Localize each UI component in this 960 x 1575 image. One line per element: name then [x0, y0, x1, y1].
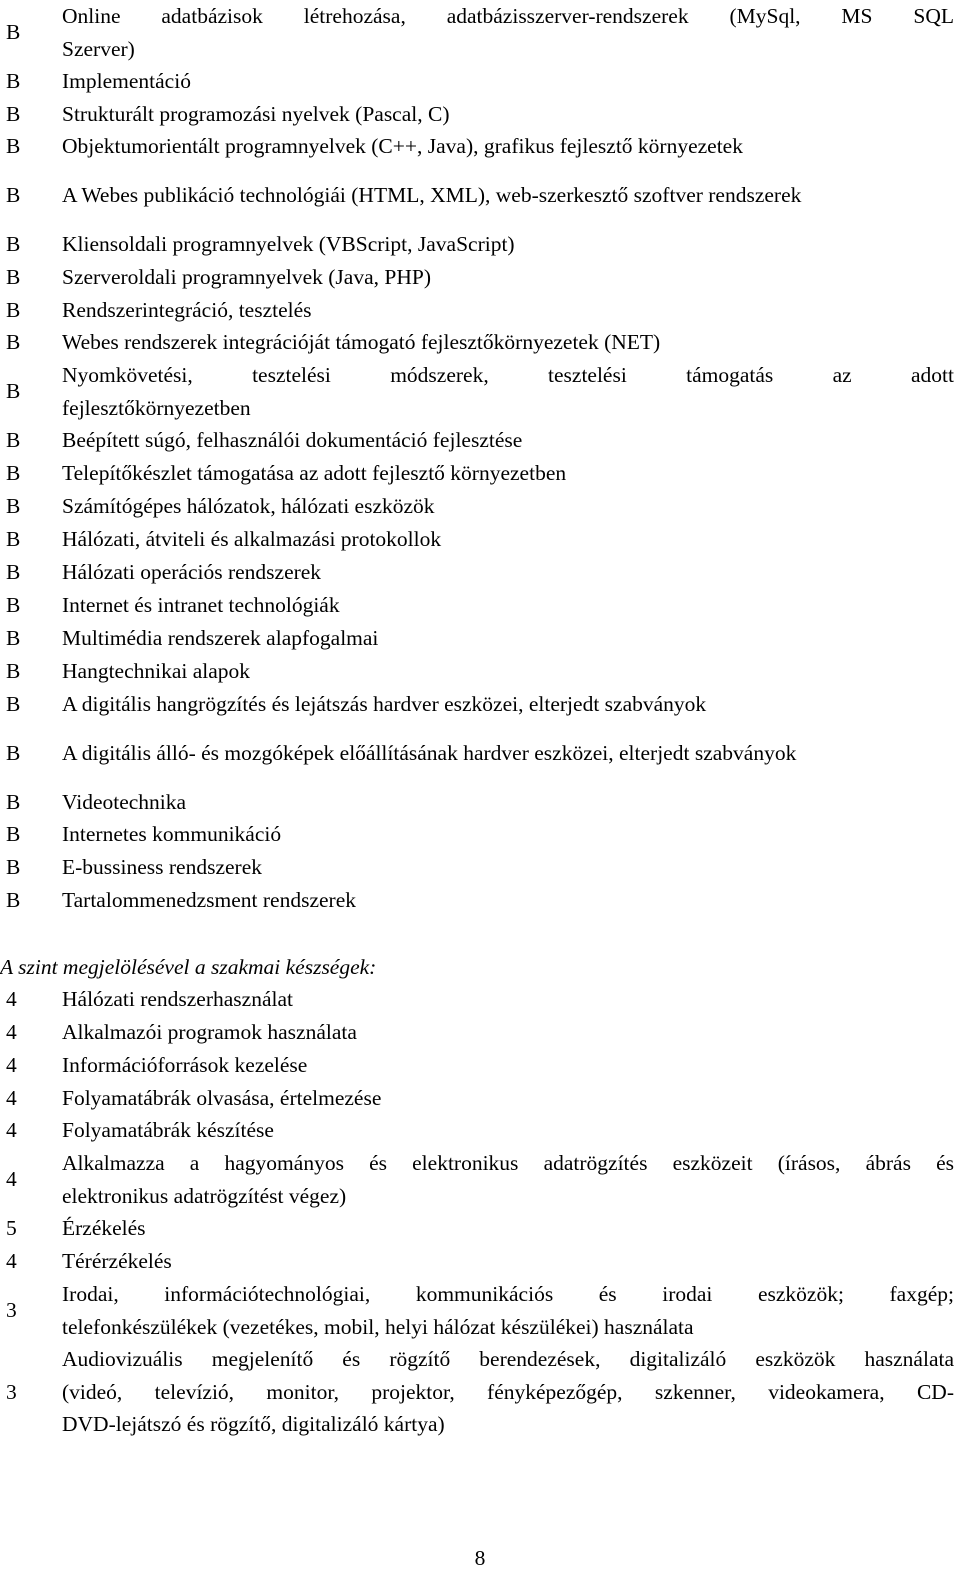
item-text — [62, 326, 954, 359]
item-text — [62, 1082, 954, 1115]
item-text — [62, 457, 954, 490]
item-text-line: Érzékelés — [62, 1216, 146, 1240]
level-code: B — [6, 822, 21, 846]
item-text-line: Hangtechnikai alapok — [62, 659, 251, 683]
topic-row — [0, 851, 960, 884]
item-text — [62, 851, 954, 884]
level-code: 4 — [6, 1020, 17, 1044]
level-code: B — [6, 659, 21, 683]
level-code: 4 — [6, 987, 17, 1011]
item-text — [62, 261, 954, 294]
level-code: 4 — [6, 1118, 17, 1142]
skill-row — [0, 1049, 960, 1082]
item-text — [62, 424, 954, 457]
level-code: B — [6, 461, 21, 485]
skill-row — [0, 1343, 960, 1441]
topic-row — [0, 457, 960, 490]
item-text — [62, 65, 954, 98]
level-code: 4 — [6, 1167, 17, 1192]
page-number: 8 — [474, 1546, 486, 1570]
level-code: B — [6, 888, 21, 912]
item-text — [62, 0, 954, 65]
level-code: B — [6, 379, 21, 404]
item-text-line: Számítógépes hálózatok, hálózati eszközök — [62, 494, 435, 518]
item-text — [62, 1114, 954, 1147]
item-text-line: Folyamatábrák készítése — [62, 1118, 274, 1142]
topic-row — [0, 359, 960, 424]
item-text — [62, 688, 954, 721]
topic-row — [0, 98, 960, 131]
topic-row — [0, 556, 960, 589]
item-text-line: E-bussiness rendszerek — [62, 855, 263, 879]
item-text-line: Nyomkövetési, tesztelési módszerek, tesztelési támogatás az adott — [62, 363, 954, 387]
item-text-line: Strukturált programozási nyelvek (Pascal, C) — [62, 102, 450, 126]
topic-row — [0, 884, 960, 917]
level-code: B — [6, 298, 21, 322]
skill-row — [0, 1212, 960, 1245]
item-text — [62, 1343, 954, 1441]
item-text-line: Alkalmazói programok használata — [62, 1020, 357, 1044]
item-text — [62, 523, 954, 556]
item-text-line: Objektumorientált programnyelvek (C++, Java), grafikus fejlesztő környezetek — [62, 134, 743, 158]
item-text — [62, 130, 954, 163]
level-code: B — [6, 560, 21, 584]
topic-row — [0, 294, 960, 327]
level-code: B — [6, 69, 21, 93]
item-text — [62, 1245, 954, 1278]
item-text-line: Telepítőkészlet támogatása az adott fejlesztő környezetben — [62, 461, 567, 485]
topic-row — [0, 688, 960, 721]
item-text-line: Térérzékelés — [62, 1249, 172, 1273]
level-code: B — [6, 626, 21, 650]
item-text-line: Folyamatábrák olvasása, értelmezése — [62, 1086, 382, 1110]
item-text — [62, 1016, 954, 1049]
item-text-line: Irodai, információtechnológiai, kommunikációs és irodai eszközök; faxgép; — [62, 1282, 954, 1306]
level-code: B — [6, 741, 21, 765]
level-code: B — [6, 183, 21, 207]
topic-row — [0, 490, 960, 523]
item-text — [62, 179, 954, 212]
level-code: 4 — [6, 1249, 17, 1273]
level-code: B — [6, 692, 21, 716]
level-code: B — [6, 232, 21, 256]
item-text — [62, 228, 954, 261]
item-text-line: Hálózati, átviteli és alkalmazási protokollok — [62, 527, 442, 551]
item-text-line: (videó, televízió, monitor, projektor, fényképezőgép, szkenner, videokamera, CD- — [62, 1379, 954, 1404]
skill-row — [0, 1245, 960, 1278]
topic-row — [0, 179, 960, 212]
level-code: B — [6, 20, 21, 45]
level-code: B — [6, 494, 21, 518]
item-text-line: A digitális álló- és mozgóképek előállításának hardver eszközei, elterjedt szabványok — [62, 741, 797, 765]
item-text-line: telefonkészülékek (vezetékes, mobil, helyi hálózat készülékei) használata — [62, 1314, 694, 1339]
item-text-line: Szerveroldali programnyelvek (Java, PHP) — [62, 265, 431, 289]
item-text — [62, 1212, 954, 1245]
item-text — [62, 1147, 954, 1212]
level-code: 4 — [6, 1086, 17, 1110]
item-text-line: Tartalommenedzsment rendszerek — [62, 888, 356, 912]
skill-row — [0, 1082, 960, 1115]
item-text-line: DVD-lejátszó és rögzítő, digitalizáló kártya) — [62, 1412, 445, 1437]
skill-row — [0, 1114, 960, 1147]
item-text-line: Internetes kommunikáció — [62, 822, 282, 846]
topic-row — [0, 65, 960, 98]
skill-row — [0, 983, 960, 1016]
topic-row — [0, 0, 960, 65]
item-text-line: Kliensoldali programnyelvek (VBScript, JavaScript) — [62, 232, 515, 256]
item-text — [62, 884, 954, 917]
item-text-line: Alkalmazza a hagyományos és elektronikus adatrögzítés eszközeit (írásos, ábrás és — [62, 1151, 954, 1175]
item-text — [62, 655, 954, 688]
level-code: 4 — [6, 1053, 17, 1077]
level-code: B — [6, 855, 21, 879]
topic-row — [0, 523, 960, 556]
skill-row — [0, 1278, 960, 1343]
item-text — [62, 1049, 954, 1082]
item-text — [62, 622, 954, 655]
item-text — [62, 1278, 954, 1343]
item-text-line: A digitális hangrögzítés és lejátszás hardver eszközei, elterjedt szabványok — [62, 692, 707, 716]
item-text-line: A Webes publikáció technológiái (HTML, XML), web-szerkesztő szoftver rendszerek — [62, 183, 802, 207]
level-code: B — [6, 428, 21, 452]
topic-row — [0, 261, 960, 294]
item-text — [62, 359, 954, 424]
level-code: B — [6, 593, 21, 617]
item-text — [62, 294, 954, 327]
level-code: B — [6, 265, 21, 289]
item-text-line: Videotechnika — [62, 790, 187, 814]
level-code: 3 — [6, 1379, 17, 1404]
topic-row — [0, 589, 960, 622]
topic-row — [0, 655, 960, 688]
topic-row — [0, 326, 960, 359]
item-text — [62, 589, 954, 622]
level-code: B — [6, 527, 21, 551]
level-code: 3 — [6, 1298, 17, 1323]
item-text-line: Implementáció — [62, 69, 191, 93]
item-text-line: Információforrások kezelése — [62, 1053, 308, 1077]
item-text — [62, 737, 954, 770]
topic-row — [0, 622, 960, 655]
item-text-line: elektronikus adatrögzítést végez) — [62, 1183, 347, 1208]
item-text-line: Multimédia rendszerek alapfogalmai — [62, 626, 379, 650]
topic-row — [0, 737, 960, 770]
item-text-line: Beépített súgó, felhasználói dokumentáció fejlesztése — [62, 428, 523, 452]
topic-row — [0, 228, 960, 261]
level-code: 5 — [6, 1216, 17, 1240]
item-text-line: Internet és intranet technológiák — [62, 593, 340, 617]
topic-row — [0, 130, 960, 163]
item-text — [62, 818, 954, 851]
level-code: B — [6, 330, 21, 354]
item-text — [62, 556, 954, 589]
topic-row — [0, 786, 960, 819]
level-code: B — [6, 790, 21, 814]
skills-section-title: A szint megjelölésével a szakmai készségek: — [0, 955, 377, 979]
skill-row — [0, 1147, 960, 1212]
level-code: B — [6, 102, 21, 126]
item-text-line: Rendszerintegráció, tesztelés — [62, 298, 312, 322]
item-text — [62, 786, 954, 819]
item-text-line: Webes rendszerek integrációját támogató fejlesztőkörnyezetek (NET) — [62, 330, 661, 354]
item-text-line: Online adatbázisok létrehozása, adatbázisszerver-rendszerek (MySql, MS SQL — [62, 4, 954, 28]
topic-row — [0, 818, 960, 851]
item-text-line: Hálózati rendszerhasználat — [62, 987, 293, 1011]
item-text-line: fejlesztőkörnyezetben — [62, 395, 251, 420]
item-text — [62, 98, 954, 131]
level-code: B — [6, 134, 21, 158]
item-text-line: Audiovizuális megjelenítő és rögzítő berendezések, digitalizáló eszközök használata — [62, 1347, 954, 1371]
skill-row — [0, 1016, 960, 1049]
item-text-line: Hálózati operációs rendszerek — [62, 560, 322, 584]
item-text — [62, 983, 954, 1016]
item-text — [62, 490, 954, 523]
topic-row — [0, 424, 960, 457]
item-text-line: Szerver) — [62, 36, 135, 61]
